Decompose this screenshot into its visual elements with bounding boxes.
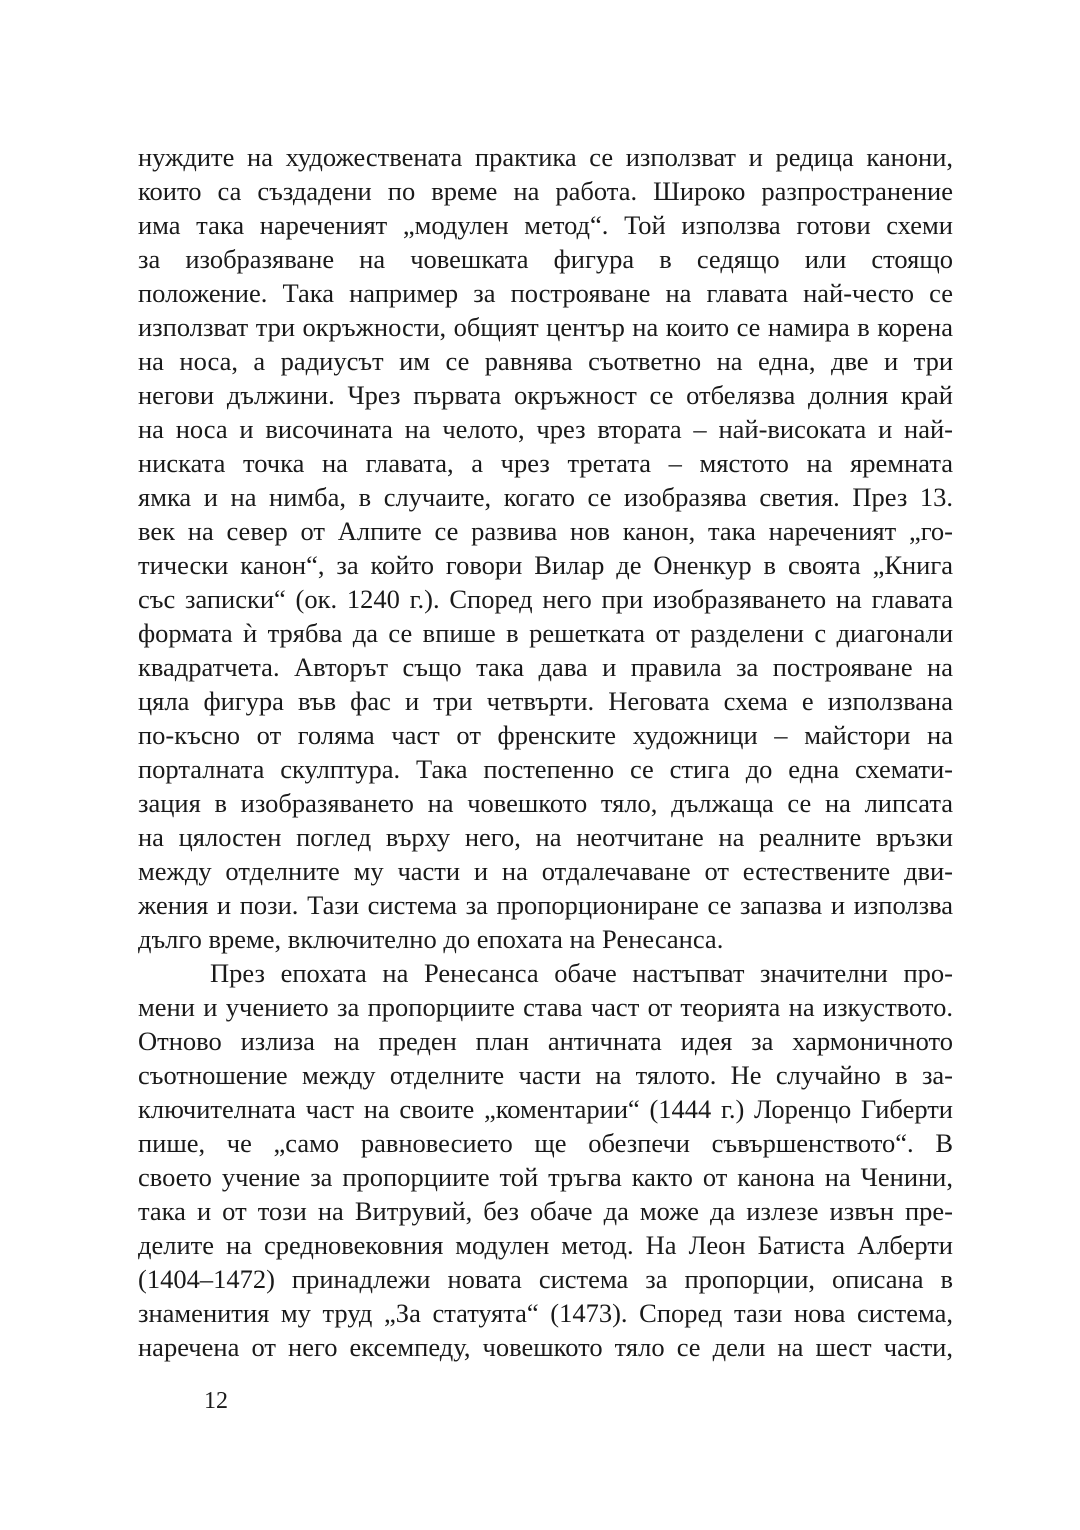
text-line: по-късно от голяма част от френските художници – майстори на xyxy=(138,720,953,750)
text-line: които са създадени по време на работа. Широко разпространение xyxy=(138,176,953,206)
text-line: негови дължини. Чрез първата окръжност се отбелязва долния край xyxy=(138,380,953,410)
text-line: жения и пози. Тази система за пропорциониране се запазва и използва xyxy=(138,890,953,920)
text-line: мени и учението за пропорциите става част от теорията на изкуството. xyxy=(138,992,953,1022)
text-line: (1404–1472) принадлежи новата система за пропорции, описана в xyxy=(138,1264,953,1294)
text-line: за изобразяване на човешката фигура в седящо или стоящо xyxy=(138,244,953,274)
text-line: знаменития му труд „За статуята“ (1473). Според тази нова система, xyxy=(138,1298,953,1328)
text-line: положение. Така например за построяване на главата най-често се xyxy=(138,278,953,308)
text-line: тически канон“, за който говори Вилар де Оненкур в своята „Книга xyxy=(138,550,953,580)
text-line: наречена от него ексемпеду, човешкото тяло се дели на шест части, xyxy=(138,1332,953,1362)
text-line: своето учение за пропорциите той тръгва както от канона на Ченини, xyxy=(138,1162,953,1192)
text-line: нуждите на художествената практика се използват и редица канони, xyxy=(138,142,953,172)
text-line: цяла фигура във фас и три четвърти. Неговата схема е използвана xyxy=(138,686,953,716)
text-line: така и от този на Витрувий, без обаче да може да излезе извън пре- xyxy=(138,1196,953,1226)
paragraph-end-line: дълго време, включително до епохата на Ренесанса. xyxy=(138,924,724,954)
paragraph-start-line: През епохата на Ренесанса обаче настъпват значителни про- xyxy=(210,958,953,988)
text-line: пише, че „само равновесието ще обезпечи съвършенството“. В xyxy=(138,1128,953,1158)
text-line: зация в изобразяването на човешкото тяло, дължаща се на липсата xyxy=(138,788,953,818)
text-line: ключителната част на своите „коментарии“ (1444 г.) Лоренцо Гиберти xyxy=(138,1094,953,1124)
body-text xyxy=(138,140,953,1364)
text-line: на цялостен поглед върху него, на неотчитане на реалните връзки xyxy=(138,822,953,852)
text-line: между отделните му части и на отдалечаване от естествените дви- xyxy=(138,856,953,886)
page-number: 12 xyxy=(204,1388,228,1414)
text-line: век на север от Алпите се развива нов канон, така нареченият „го- xyxy=(138,516,953,546)
text-line: ниската точка на главата, а чрез третата – мястото на яремната xyxy=(138,448,953,478)
text-line: със записки“ (ок. 1240 г.). Според него при изобразяването на главата xyxy=(138,584,953,614)
text-line: на носа и височината на челото, чрез втората – най-високата и най- xyxy=(138,414,953,444)
text-line: ямка и на нимба, в случаите, когато се изобразява светия. През 13. xyxy=(138,482,953,512)
text-line: делите на средновековния модулен метод. На Леон Батиста Алберти xyxy=(138,1230,953,1260)
text-line: използват три окръжности, общият център на които се намира в корена xyxy=(138,312,953,342)
text-line: Отново излиза на преден план античната идея за хармоничното xyxy=(138,1026,953,1056)
text-line: съотношение между отделните части на тялото. Не случайно в за- xyxy=(138,1060,953,1090)
text-line: има така нареченият „модулен метод“. Той използва готови схеми xyxy=(138,210,953,240)
text-line: квадратчета. Авторът също така дава и правила за построяване на xyxy=(138,652,953,682)
text-line: формата ѝ трябва да се впише в решетката от разделени с диагонали xyxy=(138,618,953,648)
text-line: на носа, а радиусът им се равнява съответно на една, две и три xyxy=(138,346,953,376)
text-line: порталната скулптура. Така постепенно се стига до една схемати- xyxy=(138,754,953,784)
